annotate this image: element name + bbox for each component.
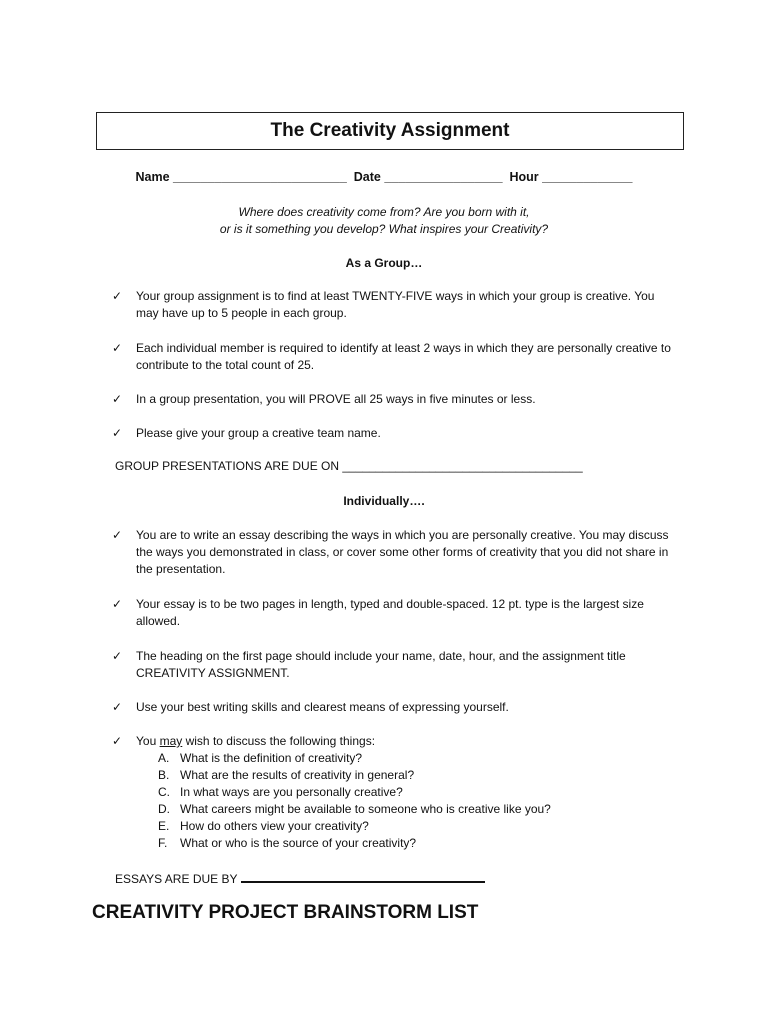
item-text: What are the results of creativity in general? xyxy=(180,768,415,782)
may-underlined: may xyxy=(159,734,183,748)
group-due-line: GROUP PRESENTATIONS ARE DUE ON ____________________________________ xyxy=(115,459,583,473)
discussion-list xyxy=(136,750,672,852)
item-letter: B. xyxy=(158,768,170,782)
group-bullet xyxy=(112,425,672,442)
individual-heading: Individually…. xyxy=(343,494,425,508)
intro-line: Where does creativity come from? Are you born with it, xyxy=(238,205,530,219)
list-item xyxy=(136,750,672,767)
item-letter: E. xyxy=(158,819,170,833)
bullet-text: You are to write an essay describing the ways in which you are personally creative. You may discuss the ways you demonstrated in class, or cover some other forms of creativity that you did not share in the presentation. xyxy=(136,528,669,576)
individual-bullet xyxy=(112,648,672,682)
title-box xyxy=(96,112,684,150)
check-icon: ✓ xyxy=(112,597,123,611)
check-icon: ✓ xyxy=(112,426,123,440)
list-item xyxy=(136,835,672,852)
item-letter: F. xyxy=(158,836,168,850)
individual-bullet xyxy=(112,596,672,630)
item-text: What or who is the source of your creativity? xyxy=(180,836,417,850)
intro-before: You xyxy=(136,734,160,748)
bullet-text: In a group presentation, you will PROVE all 25 ways in five minutes or less. xyxy=(136,392,536,406)
list-item xyxy=(136,784,672,801)
group-bullet xyxy=(112,391,672,408)
item-letter: A. xyxy=(158,751,170,765)
item-text: In what ways are you personally creative? xyxy=(180,785,403,799)
bullet-text: Use your best writing skills and clearest means of expressing yourself. xyxy=(136,700,509,714)
item-text: What is the definition of creativity? xyxy=(180,751,363,765)
intro-after: wish to discuss the following things: xyxy=(182,734,376,748)
discussion-intro xyxy=(136,733,672,750)
individual-bullet xyxy=(112,527,672,578)
bullet-text: Please give your group a creative team name. xyxy=(136,426,381,440)
individual-bullet xyxy=(112,699,672,716)
item-text: How do others view your creativity? xyxy=(180,819,369,833)
item-letter: D. xyxy=(158,802,170,816)
brainstorm-heading: CREATIVITY PROJECT BRAINSTORM LIST xyxy=(92,902,479,923)
bullet-text: Each individual member is required to identify at least 2 ways in which they are personally creative to contribute to the total count of 25. xyxy=(136,341,671,372)
intro-line: or is it something you develop? What inspires your Creativity? xyxy=(219,222,549,236)
individual-bullet-discussion xyxy=(112,733,672,852)
bullet-text xyxy=(136,733,672,852)
group-bullet xyxy=(112,288,672,322)
check-icon: ✓ xyxy=(112,289,123,303)
essay-due-label: ESSAYS ARE DUE BY xyxy=(115,872,241,886)
item-letter: C. xyxy=(158,785,170,799)
item-text: What careers might be available to someone who is creative like you? xyxy=(180,802,551,816)
essay-due-line xyxy=(115,869,485,886)
check-icon: ✓ xyxy=(112,341,123,355)
bullet-text: The heading on the first page should include your name, date, hour, and the assignment title CREATIVITY ASSIGNMENT. xyxy=(136,649,626,680)
check-icon: ✓ xyxy=(112,528,123,542)
list-item xyxy=(136,801,672,818)
list-item xyxy=(136,767,672,784)
page-title: The Creativity Assignment xyxy=(270,120,510,141)
check-icon: ✓ xyxy=(112,649,123,663)
intro-question xyxy=(0,204,768,238)
essay-due-blank xyxy=(241,869,485,883)
check-icon: ✓ xyxy=(112,734,123,748)
group-heading: As a Group… xyxy=(345,256,423,270)
bullet-text: Your essay is to be two pages in length, typed and double-spaced. 12 pt. type is the largest size allowed. xyxy=(136,597,644,628)
name-date-hour-row: Name _________________________ Date _________________ Hour _____________ xyxy=(135,170,633,184)
list-item xyxy=(136,818,672,835)
check-icon: ✓ xyxy=(112,700,123,714)
bullet-text: Your group assignment is to find at least TWENTY-FIVE ways in which your group is creative. You may have up to 5 people in each group. xyxy=(136,289,655,320)
check-icon: ✓ xyxy=(112,392,123,406)
group-bullet xyxy=(112,340,672,374)
